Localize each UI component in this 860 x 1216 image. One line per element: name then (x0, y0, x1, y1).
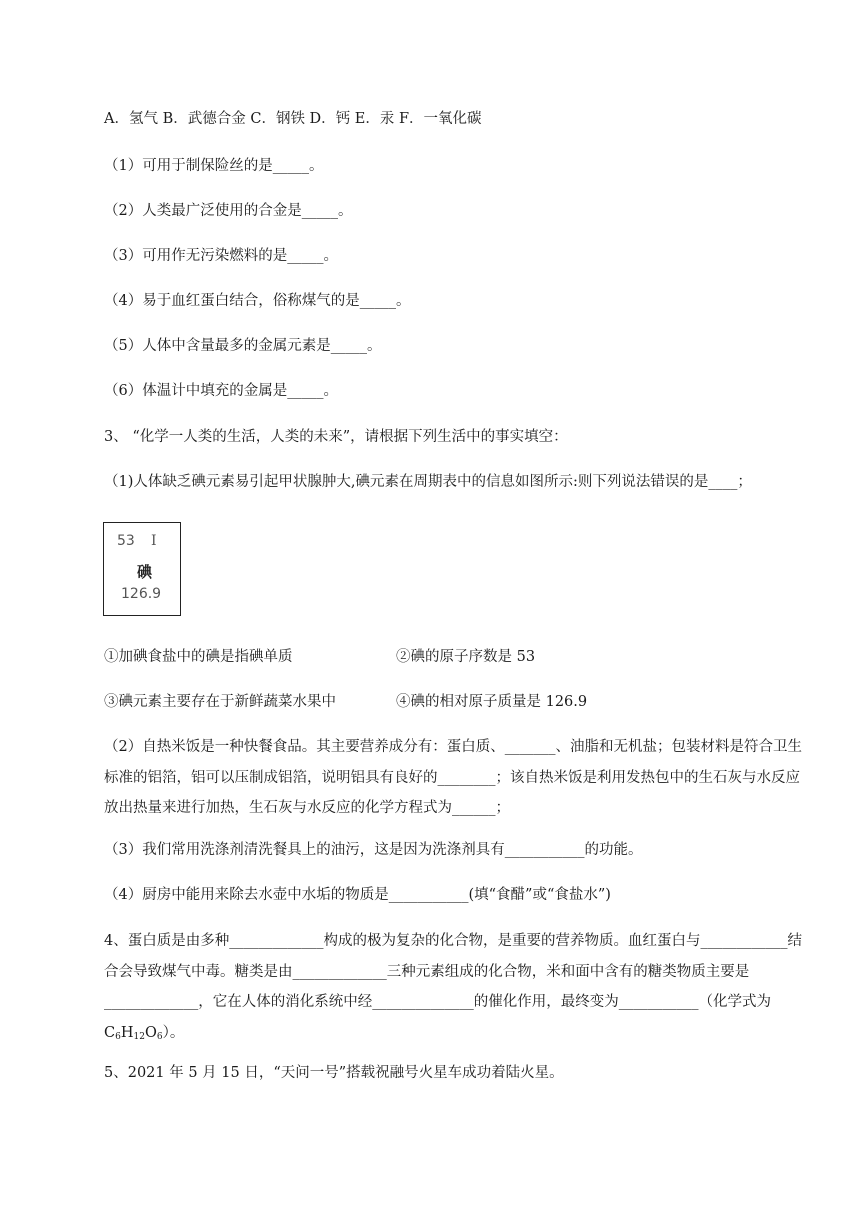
formula-c-subscript: 6 (115, 1031, 121, 1042)
q2-item-6: （6）体温计中填充的金属是_____。 (104, 383, 338, 399)
q3-choice-3: ③碘元素主要存在于新鲜蔬菜水果中 (104, 694, 336, 710)
q3-sub2: （2）自热米饭是一种快餐食品。其主要营养成分有：蛋白质、_______、油脂和无机盐；包装材料是符合卫生标准的铝箔，铝可以压制成铝箔，说明铝具有良好的________；该自热米饭是利用发热包中的生石灰与水反应放出热量来进行加热，生石灰与水反应的化学方程式为______； (104, 739, 802, 816)
q2-options: A．氢气 B．武德合金 C．钢铁 D．钙 E．汞 F．一氧化碳 (104, 111, 482, 127)
q3-choice-4: ④碘的相对原子质量是 126.9 (396, 694, 588, 710)
q5-stem: 5、2021 年 5 月 15 日，“天问一号”搭载祝融号火星车成功着陆火星。 (104, 1065, 564, 1081)
q2-item-1: （1）可用于制保险丝的是_____。 (104, 158, 324, 174)
q3-choice-2: ②碘的原子序数是 53 (396, 649, 536, 665)
element-atomic-mass: 126.9 (121, 586, 162, 602)
q3-sub3: （3）我们常用洗涤剂清洗餐具上的油污，这是因为洗涤剂具有___________的功能。 (104, 842, 643, 858)
q3-sub1: （1)人体缺乏碘元素易引起甲状腺肿大,碘元素在周期表中的信息如图所示:则下列说法错误的是____； (104, 474, 752, 490)
formula-o: O (144, 1024, 157, 1041)
formula-c: C (104, 1024, 116, 1041)
element-atomic-number: 53 (117, 533, 135, 549)
q3-stem: 3、 “化学一人类的生活，人类的未来”，请根据下列生活中的事实填空： (104, 429, 568, 445)
q2-item-2: （2）人类最广泛使用的合金是_____。 (104, 203, 353, 219)
q2-item-5: （5）人体中含量最多的金属元素是_____。 (104, 338, 382, 354)
q2-item-3: （3）可用作无污染燃料的是_____。 (104, 248, 338, 264)
formula-o-subscript: 6 (156, 1031, 163, 1042)
formula-h-subscript: 12 (133, 1031, 145, 1042)
q4-text-end: ）。 (162, 1024, 185, 1041)
q3-choice-1: ①加碘食盐中的碘是指碘单质 (104, 649, 293, 665)
q4-paragraph (104, 926, 804, 1052)
q4-text-main: 4、蛋白质是由多种_____________构成的极为复杂的化合物，是重要的营养物质。血红蛋白与____________结合会导致煤气中毒。糖类是由_____________三种元素组成的化合物，米和面中含有的糖类物质主要是_____________，它在人体的消化系统中经______________的催化作用，最终变为___________（化学式为 (104, 933, 802, 1010)
element-name: 碘 (137, 563, 153, 581)
q3-sub4: （4）厨房中能用来除去水壶中水垢的物质是___________(填“食醋”或“食盐水”) (104, 887, 611, 903)
iodine-element-card (103, 522, 181, 616)
formula-h: H (120, 1024, 134, 1041)
q2-item-4: （4）易于血红蛋白结合，俗称煤气的是_____。 (104, 293, 411, 309)
element-symbol: I (151, 533, 157, 549)
